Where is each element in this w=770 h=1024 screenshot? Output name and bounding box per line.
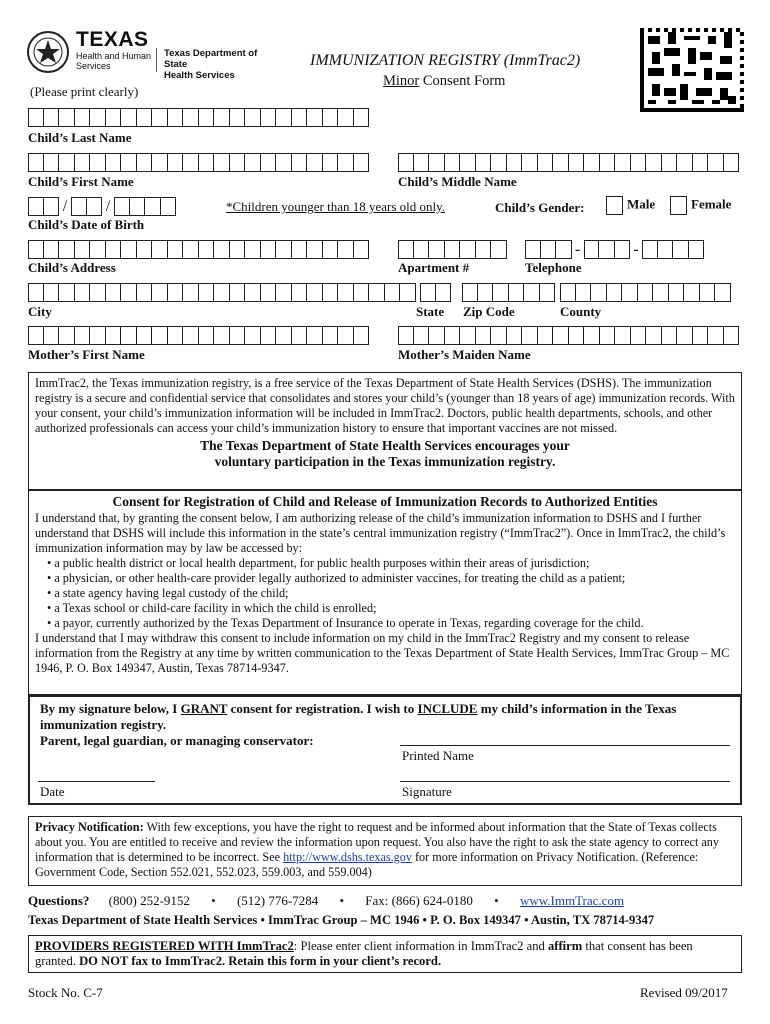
middle-name-label: Child’s Middle Name bbox=[398, 174, 517, 189]
texas-seal-icon bbox=[26, 30, 70, 74]
printed-name-label: Printed Name bbox=[402, 748, 474, 763]
apartment-label: Apartment # bbox=[398, 260, 470, 275]
info-panel bbox=[28, 372, 742, 490]
encourage-line-2: voluntary participation in the Texas immunization registry. bbox=[214, 454, 556, 469]
date-line[interactable] bbox=[38, 781, 155, 782]
form-subtitle: Minor Consent Form bbox=[383, 73, 506, 89]
revised-date: Revised 09/2017 bbox=[640, 985, 728, 1000]
signature-label: Signature bbox=[402, 784, 452, 799]
providers-label: PROVIDERS REGISTERED WITH ImmTrac2 bbox=[35, 939, 294, 953]
signature-line[interactable] bbox=[400, 781, 730, 782]
telephone-label: Telephone bbox=[525, 260, 582, 275]
providers-panel: PROVIDERS REGISTERED WITH ImmTrac2: Please enter client information in ImmTrac2 and affirm that consent has been granted. DO NOT fax to ImmTrac2. Retain this form in your client’s record. bbox=[28, 935, 742, 973]
telephone-boxes[interactable]: - - bbox=[525, 240, 704, 259]
printed-name-line[interactable] bbox=[400, 745, 730, 746]
zip-boxes[interactable] bbox=[462, 283, 555, 302]
county-label: County bbox=[560, 304, 602, 319]
consent-heading: Consent for Registration of Child and Release of Immunization Records to Authorized Entities bbox=[112, 494, 658, 509]
texas-hhs-logo bbox=[26, 28, 276, 80]
print-clearly-note: (Please print clearly) bbox=[30, 84, 139, 99]
female-checkbox[interactable] bbox=[670, 196, 687, 215]
consent-panel bbox=[28, 490, 742, 695]
encourage-line-1: The Texas Department of State Health Services encourages your bbox=[200, 438, 570, 453]
city-boxes[interactable] bbox=[28, 283, 416, 302]
list-item: • a physician, or other health-care provider legally authorized to administer vaccines, for treating the child as a patient; bbox=[47, 571, 735, 586]
phone-1: (800) 252-9152 bbox=[108, 893, 190, 908]
privacy-panel: Privacy Notification: With few exceptions, you have the right to request and be informed about information that the State of Texas collects about you. You are entitled to receive and review the information upon request. You also have the right to ask the state agency to correct any information that is determined to be incorrect. See http://www.dshs.texas.gov for more information on Privacy Notification. (Reference: Government Code, Section 552.021, 552.023, 559.003, and 559.004) bbox=[28, 816, 742, 886]
first-name-label: Child’s First Name bbox=[28, 174, 134, 189]
address-label: Child’s Address bbox=[28, 260, 116, 275]
mother-maiden-label: Mother’s Maiden Name bbox=[398, 347, 531, 362]
state-label: State bbox=[416, 304, 445, 319]
dob-label: Child’s Date of Birth bbox=[28, 217, 145, 232]
logo-hhs-text: Health and Human Services bbox=[76, 51, 152, 71]
signature-panel bbox=[28, 695, 742, 805]
address-boxes[interactable] bbox=[28, 240, 369, 259]
list-item: • a payor, currently authorized by the Texas Department of Insurance to operate in Texas, regarding coverage for the child. bbox=[47, 616, 735, 631]
male-checkbox[interactable] bbox=[606, 196, 623, 215]
privacy-label: Privacy Notification: bbox=[35, 820, 144, 834]
gender-label: Child’s Gender: bbox=[495, 200, 585, 215]
info-text: ImmTrac2, the Texas immunization registry, is a free service of the Texas Department of State Health Services (DSHS). The immunization registry is a secure and confidential service that consolidates and stores your child’s (younger than 18 years of age) immunization records. With your consent, your child’s immunization information will be included in ImmTrac2. Doctors, public health departments, schools, and other authorized professionals can access your child’s immunization history to ensure that important vaccines are not missed. bbox=[35, 376, 735, 435]
age-note: *Children younger than 18 years old only. bbox=[226, 199, 446, 214]
last-name-label: Child’s Last Name bbox=[28, 130, 132, 145]
list-item: • a Texas school or child-care facility in which the child is enrolled; bbox=[47, 601, 735, 616]
questions-line: Questions? (800) 252-9152 • (512) 776-7284 • Fax: (866) 624-0180 • www.ImmTrac.com bbox=[28, 893, 625, 908]
state-boxes[interactable] bbox=[420, 283, 451, 302]
middle-name-boxes[interactable] bbox=[398, 153, 739, 172]
grant-statement: By my signature below, I GRANT consent for registration. I wish to INCLUDE my child’s information in the Texas immunization registry. bbox=[40, 701, 677, 732]
city-label: City bbox=[28, 304, 52, 319]
guardian-label: Parent, legal guardian, or managing conservator: bbox=[40, 733, 314, 748]
list-item: • a state agency having legal custody of the child; bbox=[47, 586, 735, 601]
mother-maiden-boxes[interactable] bbox=[398, 326, 739, 345]
logo-dshs-text: Texas Department of State Health Services bbox=[164, 48, 258, 81]
consent-intro: I understand that, by granting the consent below, I am authorizing release of the child’s immunization information to DSHS and I further understand that DSHS will include this information in the state’s central immunization registry (“ImmTrac2”). Once in ImmTrac2, the child’s immunization information may by law be accessed by: bbox=[35, 511, 726, 555]
mother-first-boxes[interactable] bbox=[28, 326, 369, 345]
female-option[interactable]: Female bbox=[670, 196, 731, 215]
fax: Fax: (866) 624-0180 bbox=[365, 893, 473, 908]
county-boxes[interactable] bbox=[560, 283, 731, 302]
dshs-link[interactable]: http://www.dshs.texas.gov bbox=[283, 850, 412, 864]
dob-boxes[interactable]: / / bbox=[28, 197, 176, 216]
last-name-boxes[interactable] bbox=[28, 108, 369, 127]
department-address: Texas Department of State Health Services • ImmTrac Group – MC 1946 • P. O. Box 149347 • Austin, TX 78714-9347 bbox=[28, 913, 655, 927]
first-name-boxes[interactable] bbox=[28, 153, 369, 172]
barcode-icon bbox=[640, 28, 744, 112]
consent-list bbox=[35, 556, 735, 631]
mother-first-label: Mother’s First Name bbox=[28, 347, 145, 362]
zip-label: Zip Code bbox=[463, 304, 515, 319]
phone-2: (512) 776-7284 bbox=[236, 893, 319, 908]
date-label: Date bbox=[40, 784, 65, 799]
immtrac-link[interactable]: www.ImmTrac.com bbox=[519, 893, 625, 908]
stock-number: Stock No. C-7 bbox=[28, 985, 103, 1000]
male-option[interactable]: Male bbox=[606, 196, 655, 215]
list-item: • a public health district or local health department, for public health purposes within their areas of jurisdiction; bbox=[47, 556, 735, 571]
consent-withdraw: I understand that I may withdraw this consent to include information on my child in the ImmTrac2 Registry and my consent to release information from the Registry at any time by written communication to the Texas Department of State Health Services, ImmTrac Group – MC 1946, P. O. Box 149347, Austin, Texas 78714-9347. bbox=[35, 631, 730, 675]
form-title: IMMUNIZATION REGISTRY (ImmTrac2) bbox=[310, 52, 581, 69]
apartment-boxes[interactable] bbox=[398, 240, 507, 259]
logo-texas-text: TEXAS bbox=[76, 28, 149, 51]
